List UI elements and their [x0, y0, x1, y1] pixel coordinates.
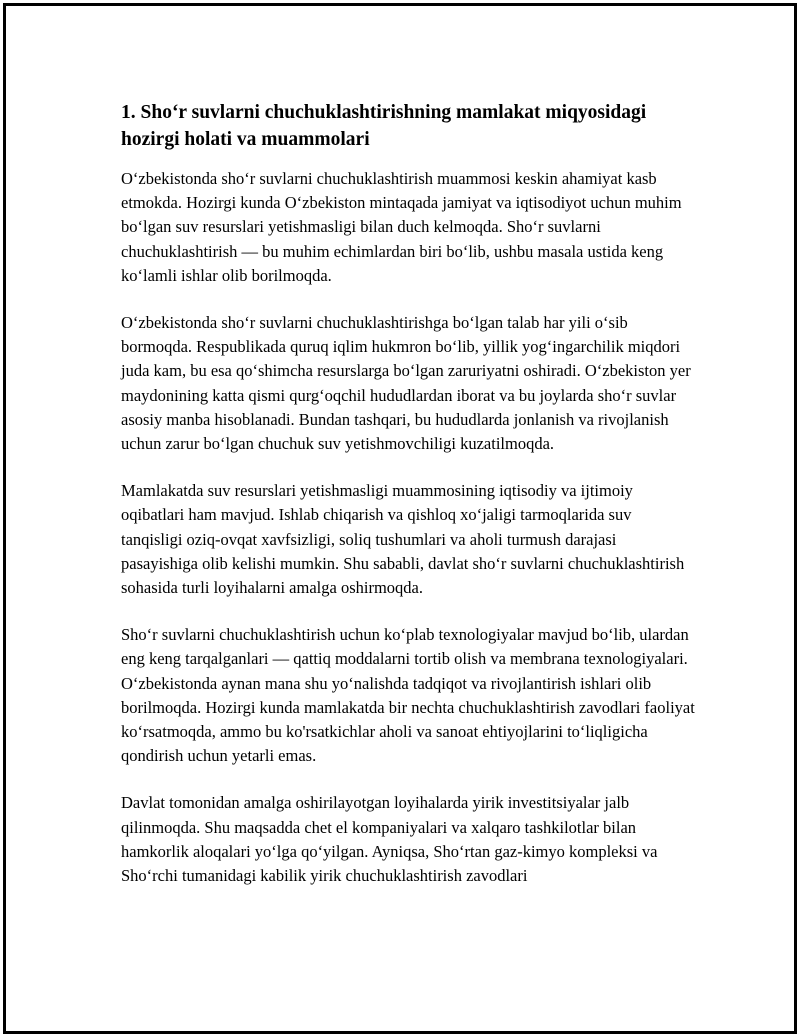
page-frame	[3, 3, 797, 1034]
paragraph-2: O‘zbekistonda sho‘r suvlarni chuchuklashtirishga bo‘lgan talab har yili o‘sib bormoqda. Respublikada quruq iqlim hukmron bo‘lib, yillik yog‘ingarchilik miqdori juda kam, bu esa qo‘shimcha resurslarga bo‘lgan zaruriyatni oshiradi. O‘zbekiston yer maydonining katta qismi qurg‘oqchil hududlardan iborat va bu joylarda sho‘r suvlar asosiy manba hisoblanadi. Bundan tashqari, bu hududlarda jonlanish va rivojlanish uchun zarur bo‘lgan chuchuk suv yetishmovchiligi kuzatilmoqda.	[121, 313, 691, 454]
paragraph-3: Mamlakatda suv resurslari yetishmasligi muammosining iqtisodiy va ijtimoiy oqibatlari ham mavjud. Ishlab chiqarish va qishloq xo‘jaligi tarmoqlarida suv tanqisligi oziq-ovqat xavfsizligi, soliq tushumlari va aholi turmush darajasi pasayishiga olib kelishi mumkin. Shu sababli, davlat sho‘r suvlarni chuchuklashtirish sohasida turli loyihalarni amalga oshirmoqda.	[121, 481, 685, 598]
paragraph-1: O‘zbekistonda sho‘r suvlarni chuchuklashtirish muammosi keskin ahamiyat kasb etmokda. Hozirgi kunda O‘zbekiston mintaqada jamiyat va iqtisodiyot uchun muhim bo‘lgan suv resurslari yetishmasligi bilan duch kelmoqda. Sho‘r suvlarni chuchuklashtirish — bu muhim echimlardan biri bo‘lib, ushbu masala ustida keng ko‘lamli ishlar olib borilmoqda.	[121, 169, 682, 285]
document-body	[121, 99, 696, 911]
paragraph-5: Davlat tomonidan amalga oshirilayotgan loyihalarda yirik investitsiyalar jalb qilinmoqda. Shu maqsadda chet el kompaniyalari va xalqaro tashkilotlar bilan hamkorlik aloqalari yo‘lga qo‘yilgan. Ayniqsa, Sho‘rtan gaz-kimyo kompleksi va Sho‘rchi tumanidagi kabilik yirik chuchuklashtirish zavodlari	[121, 793, 658, 886]
paragraph-4: Sho‘r suvlarni chuchuklashtirish uchun ko‘plab texnologiyalar mavjud bo‘lib, ulardan eng keng tarqalganlari — qattiq moddalarni tortib olish va membrana texnologiyalari. O‘zbekistonda aynan mana shu yo‘nalishda tadqiqot va rivojlantirish ishlari olib borilmoqda. Hozirgi kunda mamlakatda bir nechta chuchuklashtirish zavodlari faoliyat ko‘rsatmoqda, ammo bu ko'rsatkichlar aholi va sanoat ehtiyojlarini to‘liqligicha qondirish uchun yetarli emas.	[121, 625, 695, 766]
section-title: 1. Sho‘r suvlarni chuchuklashtirishning mamlakat miqyosidagi hozirgi holati va muammolari	[121, 102, 647, 150]
